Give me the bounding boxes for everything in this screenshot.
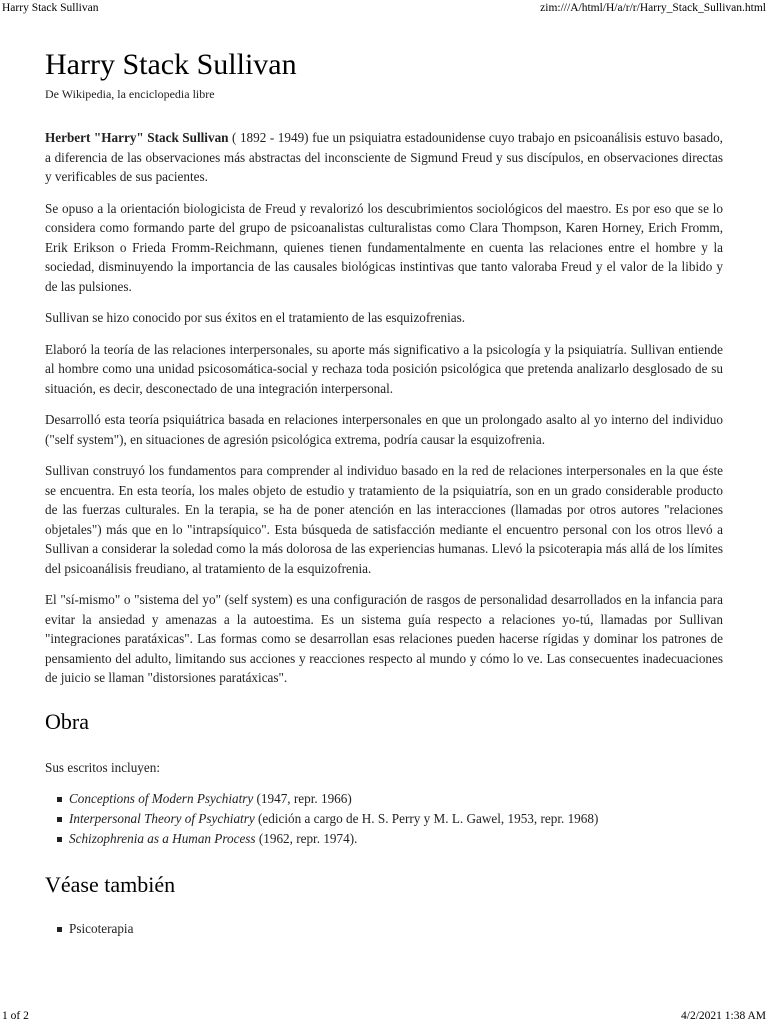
- bullet-icon: [57, 837, 62, 842]
- page-title: Harry Stack Sullivan: [45, 48, 297, 81]
- section-heading-vease: Véase también: [45, 872, 176, 897]
- paragraph-5: Sullivan construyó los fundamentos para comprender al individuo basado en la red de relaciones interpersonales en la que éste se encuentra. En esta teoría, los males objeto de estudio y tratamiento de la psiquiatría, son en un grado considerable producto de las fuerzas culturales. En la terapia, se ha de poner atención en las interacciones (llamadas por otros autores "relaciones objetales") más que en lo "intrapsíquico". Esta búsqueda de satisfacción mediante el encuentro personal con los otros llevó a Sullivan a considerar la soledad como la más dolorosa de las experiencias humanas. Llevó la psicoterapia más allá de los límites del psicoanálisis freudiano, al tratamiento de la esquizofrenia.: [45, 463, 723, 576]
- list-item: [69, 829, 723, 849]
- paragraph-6: El "sí-mismo" o "sistema del yo" (self system) es una configuración de rasgos de personalidad desarrollados en la infancia para evitar la ansiedad y amenazas a la autoestima. Es un sistema guía respecto a relaciones yo-tú, llamadas por Sullivan "integraciones paratáxicas". Las formas como se desarrollan esas relaciones pueden hacerse rígidas y dominar los patrones de pensamiento del adulto, limitando sus acciones y reacciones respecto al mundo y cómo lo ve. Las consecuentes inadecuaciones de juicio se llaman "distorsiones paratáxicas".: [45, 592, 723, 685]
- work-title-link[interactable]: Conceptions of Modern Psychiatry: [69, 791, 254, 806]
- page-number: 1 of 2: [2, 1010, 29, 1022]
- print-footer: [0, 1008, 768, 1024]
- paragraph-1: Se opuso a la orientación biologicista de Freud y revalorizó los descubrimientos sociológicos del maestro. Es por eso que se lo considera como formando parte del grupo de psicoanalistas culturalistas como Clara Thompson, Karen Horney, Erich Fromm, Erik Erikson o Frieda Fromm-Reichmann, quienes tienen fundamentalmente en cuenta las relaciones entre el hombre y la sociedad, disminuyendo la importancia de las causales biológicas instintivas que tanto valoraba Freud y el valor de la libido y de las pulsiones.: [45, 200, 723, 294]
- paragraph-3: Elaboró la teoría de las relaciones interpersonales, su aporte más significativo a la psicología y la psiquiatría. Sullivan entiende al hombre como una unidad psicosomática-social y rechaza toda posición psicológica que pretenda analizarlo desglosado de su situación, es decir, desconectado de una integración interpersonal.: [45, 341, 723, 396]
- works-list: [45, 789, 723, 849]
- obra-intro: Sus escritos incluyen:: [45, 759, 161, 775]
- section-heading-obra: Obra: [45, 708, 89, 734]
- page-subtitle: De Wikipedia, la enciclopedia libre: [45, 87, 215, 101]
- work-title-link[interactable]: Interpersonal Theory of Psychiatry: [69, 811, 255, 826]
- work-title-link[interactable]: Schizophrenia as a Human Process: [69, 831, 256, 846]
- print-header: [0, 0, 768, 16]
- print-header-url: zim:///A/html/H/a/r/r/Harry_Stack_Sullivan.html: [540, 2, 766, 14]
- paragraph-2: Sullivan se hizo conocido por sus éxitos en el tratamiento de las esquizofrenias.: [45, 310, 466, 325]
- work-note: (1962, repr. 1974).: [255, 831, 358, 846]
- lead-paragraph: [45, 128, 723, 187]
- list-item: [69, 789, 723, 809]
- see-also-list: [45, 919, 723, 939]
- print-datetime: 4/2/2021 1:38 AM: [681, 1010, 766, 1022]
- work-note: (1947, repr. 1966): [253, 791, 352, 806]
- print-header-title: Harry Stack Sullivan: [2, 2, 99, 14]
- lead-name: Herbert "Harry" Stack Sullivan: [45, 130, 229, 145]
- bullet-icon: [57, 817, 62, 822]
- see-also-link-psicoterapia[interactable]: Psicoterapia: [69, 921, 134, 936]
- bullet-icon: [57, 927, 62, 932]
- bullet-icon: [57, 797, 62, 802]
- lead-text: ( 1892 - 1949) fue un psiquiatra estadounidense cuyo trabajo en psicoanálisis estuvo basado, a diferencia de las observaciones más abstractas del inconsciente de Sigmund Freud y sus discípulos, en observaciones directas y verificables de sus pacientes.: [45, 130, 723, 184]
- article-content: [45, 46, 723, 939]
- paragraph-4: Desarrolló esta teoría psiquiátrica basada en relaciones interpersonales en que un prolongado asalto al yo interno del individuo ("self system"), en situaciones de agresión psicológica extrema, podría causar la esquizofrenia.: [45, 412, 723, 447]
- list-item: [69, 809, 723, 829]
- work-note: (edición a cargo de H. S. Perry y M. L. Gawel, 1953, repr. 1968): [254, 811, 599, 826]
- list-item: [69, 919, 723, 939]
